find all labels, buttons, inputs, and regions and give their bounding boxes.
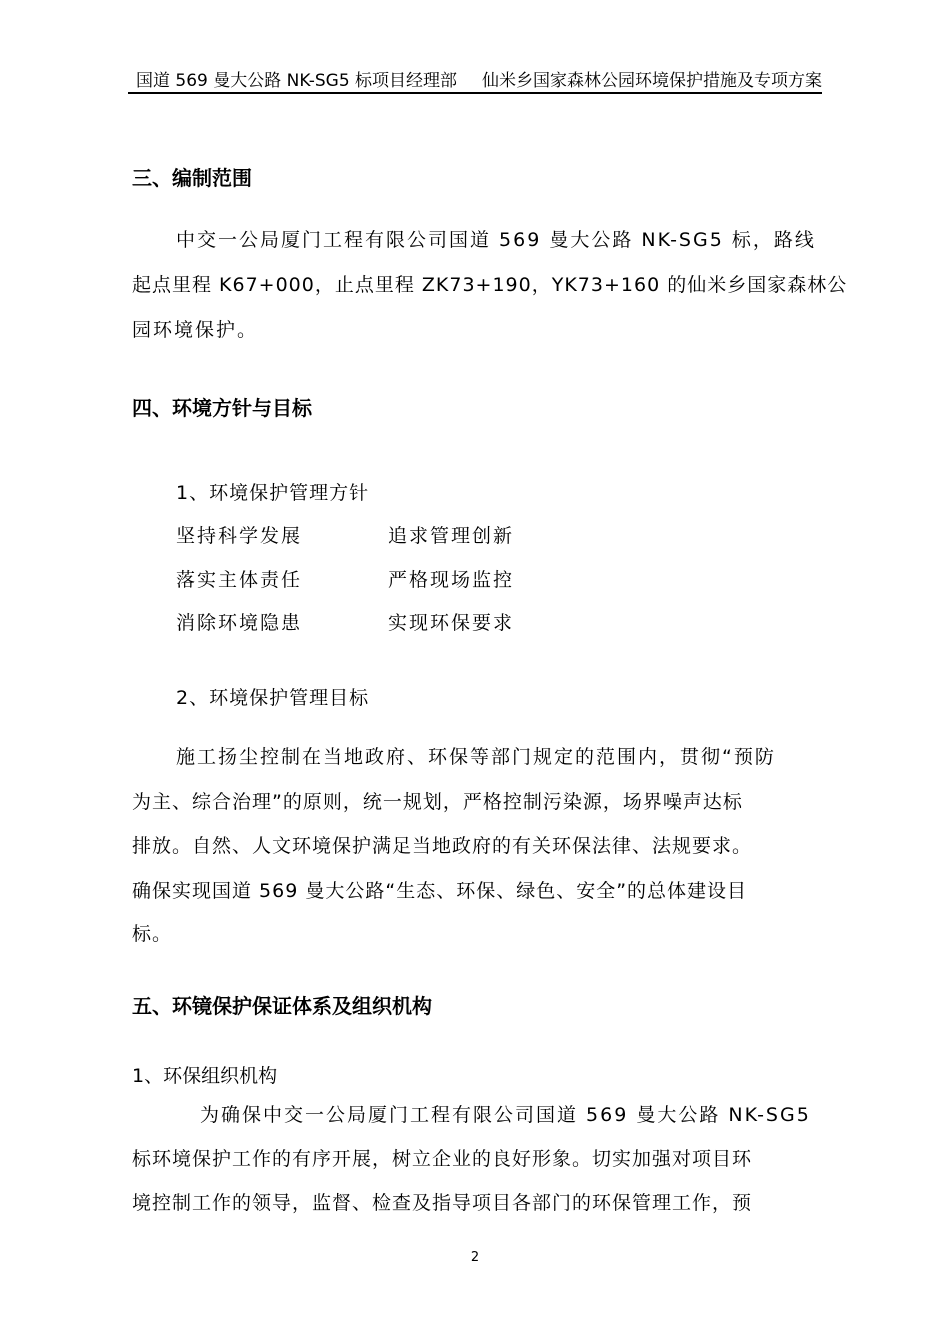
paragraph-line: 中交一公局厦门工程有限公司国道 569 曼大公路 NK-SG5 标，路线 <box>176 229 816 251</box>
org-paragraph <box>132 1100 822 1230</box>
header-divider <box>128 92 822 94</box>
policy-item: 实现环保要求 <box>388 612 515 634</box>
paragraph-line: 标环境保护工作的有序开展，树立企业的良好形象。切实加强对项目环 <box>132 1148 753 1170</box>
goal-paragraph <box>132 742 822 952</box>
paragraph-line: 标。 <box>132 923 173 945</box>
policy-item: 消除环境隐患 <box>176 612 303 634</box>
page-number: 2 <box>470 1250 480 1265</box>
policy-item: 落实主体责任 <box>176 569 303 591</box>
section3-heading: 三、编制范围 <box>132 166 252 190</box>
paragraph-line: 施工扬尘控制在当地政府、环保等部门规定的范围内，贯彻“预防 <box>176 746 776 768</box>
policy-item: 坚持科学发展 <box>176 525 303 547</box>
goal-heading: 2、环境保护管理目标 <box>176 687 370 709</box>
section3-paragraph <box>132 225 848 345</box>
policy-heading: 1、环境保护管理方针 <box>176 482 370 504</box>
paragraph-line: 排放。自然、人文环境保护满足当地政府的有关环保法律、法规要求。 <box>132 835 753 857</box>
section4-heading: 四、环境方针与目标 <box>132 396 312 420</box>
paragraph-line: 园环境保护。 <box>132 319 259 341</box>
org-heading: 1、环保组织机构 <box>132 1065 278 1087</box>
paragraph-line: 境控制工作的领导，监督、检查及指导项目各部门的环保管理工作，预 <box>132 1192 753 1214</box>
paragraph-line: 为主、综合治理”的原则，统一规划，严格控制污染源，场界噪声达标 <box>132 791 743 813</box>
page-header <box>128 66 822 92</box>
section5-heading: 五、环镜保护保证体系及组织机构 <box>132 994 432 1018</box>
paragraph-line: 为确保中交一公局厦门工程有限公司国道 569 曼大公路 NK-SG5 <box>200 1104 811 1126</box>
header-document-title: 仙米乡国家森林公园环境保护措施及专项方案 <box>482 71 822 91</box>
header-project-name: 国道 569 曼大公路 NK-SG5 标项目经理部 <box>136 71 458 91</box>
paragraph-line: 起点里程 K67+000，止点里程 ZK73+190，YK73+160 的仙米乡国家森林公 <box>132 274 848 296</box>
paragraph-line: 确保实现国道 569 曼大公路“生态、环保、绿色、安全”的总体建设目 <box>132 880 748 902</box>
policy-item: 追求管理创新 <box>388 525 515 547</box>
policy-item: 严格现场监控 <box>388 569 515 591</box>
